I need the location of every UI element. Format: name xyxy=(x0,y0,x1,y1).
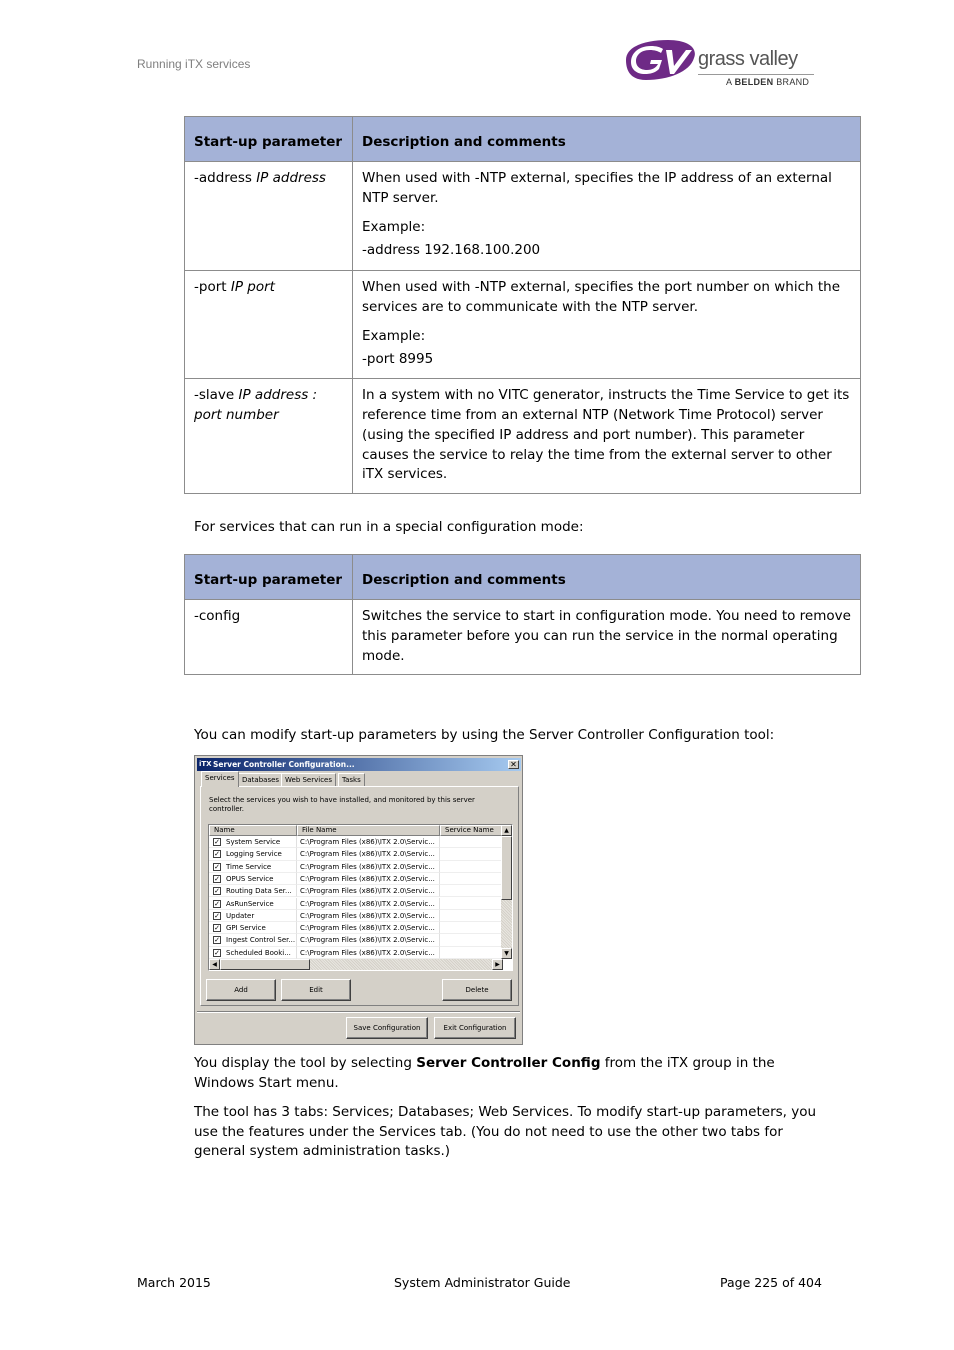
startup-params-table-config xyxy=(184,554,861,675)
service-name-cell xyxy=(209,861,297,873)
save-configuration-button[interactable]: Save Configuration xyxy=(346,1017,428,1039)
service-name-value-cell xyxy=(440,885,502,897)
scroll-up-icon[interactable]: ▲ xyxy=(501,825,512,836)
service-name: Routing Data Ser... xyxy=(226,887,292,896)
service-name-cell xyxy=(209,934,297,946)
file-name-cell: C:\Program Files (x86)\ITX 2.0\Servic... xyxy=(297,848,440,860)
table-row xyxy=(185,379,861,494)
list-item[interactable] xyxy=(209,910,502,922)
checkbox[interactable]: ✓ xyxy=(214,838,220,846)
description-cell: When used with -NTP external, specifies the port number on which the services are to communicate with the NTP server. Example: -port 8995 xyxy=(353,271,861,379)
service-name: Ingest Control Ser... xyxy=(226,936,296,945)
table-header-row xyxy=(185,117,861,162)
list-item[interactable] xyxy=(209,898,502,910)
list-item[interactable] xyxy=(209,934,502,946)
service-name: OPUS Service xyxy=(226,874,274,883)
description-cell: When used with -NTP external, specifies the IP address of an external NTP server. Example: -address 192.168.100.200 xyxy=(353,162,861,271)
grass-valley-logo xyxy=(616,38,816,90)
footer-date: March 2015 xyxy=(137,1275,211,1290)
tab-tasks[interactable]: Tasks xyxy=(338,773,365,786)
list-item[interactable] xyxy=(209,873,502,885)
column-header: Description and comments xyxy=(353,555,861,600)
horizontal-scrollbar[interactable] xyxy=(209,959,503,970)
service-name-value-cell xyxy=(440,898,502,910)
description-cell: In a system with no VITC generator, instructs the Time Service to get its reference time from an external NTP (Network Time Protocol) server (using the specified IP address and port number). This parameter causes the service to relay the time from the external server to other iTX services. xyxy=(353,379,861,494)
service-name: Logging Service xyxy=(226,850,282,859)
service-name-value-cell xyxy=(440,910,502,922)
vertical-scrollbar[interactable] xyxy=(501,825,512,959)
scroll-right-icon[interactable]: ▶ xyxy=(492,959,503,970)
logo-subtitle: A BELDEN BRAND xyxy=(726,77,810,87)
footer-title: System Administrator Guide xyxy=(394,1275,571,1290)
column-header: Description and comments xyxy=(353,117,861,162)
service-name-value-cell xyxy=(440,861,502,873)
app-icon: iTX xyxy=(199,760,212,768)
table-row xyxy=(185,600,861,675)
table-header-row xyxy=(185,555,861,600)
service-name-cell xyxy=(209,922,297,934)
table-row xyxy=(185,271,861,379)
service-name-cell xyxy=(209,885,297,897)
service-name-value-cell xyxy=(440,922,502,934)
service-name: Scheduled Booki... xyxy=(226,948,291,957)
scroll-down-icon[interactable]: ▼ xyxy=(501,948,512,959)
list-item[interactable] xyxy=(209,885,502,897)
service-name-value-cell xyxy=(440,848,502,860)
service-name-cell xyxy=(209,848,297,860)
tab-web-services[interactable]: Web Services xyxy=(281,773,336,786)
file-name-cell: C:\Program Files (x86)\ITX 2.0\Servic... xyxy=(297,910,440,922)
checkbox[interactable]: ✓ xyxy=(214,948,220,957)
tab-databases[interactable]: Databases xyxy=(238,773,283,786)
logo-rule xyxy=(698,74,814,75)
param-cell: -config xyxy=(185,600,353,675)
add-button[interactable]: Add xyxy=(206,979,276,1001)
service-name-value-cell xyxy=(440,836,502,848)
dialog-title-bar xyxy=(197,758,521,771)
exit-configuration-button[interactable]: Exit Configuration xyxy=(434,1017,516,1039)
file-name-cell: C:\Program Files (x86)\ITX 2.0\Servic... xyxy=(297,898,440,910)
list-item[interactable] xyxy=(209,848,502,860)
column-header: Start-up parameter xyxy=(185,117,353,162)
startup-params-table-ntp xyxy=(184,116,861,494)
service-name: GPI Service xyxy=(226,924,266,933)
checkbox[interactable]: ✓ xyxy=(214,899,220,908)
paragraph-modify-params: You can modify start-up parameters by using the Server Controller Configuration tool: xyxy=(194,727,775,743)
checkbox[interactable]: ✓ xyxy=(214,850,220,859)
horizontal-scroll-thumb[interactable] xyxy=(220,959,310,970)
table-row xyxy=(185,162,861,271)
server-controller-config-dialog xyxy=(194,755,523,1045)
delete-button[interactable]: Delete xyxy=(442,979,512,1001)
checkbox[interactable]: ✓ xyxy=(214,924,220,933)
list-item[interactable] xyxy=(209,947,502,959)
description-cell: Switches the service to start in configuration mode. You need to remove this parameter before you can run the service in the normal operating mode. xyxy=(353,600,861,675)
dialog-separator xyxy=(197,1011,520,1013)
column-header-file-name[interactable]: File Name xyxy=(297,825,440,836)
checkbox[interactable]: ✓ xyxy=(214,911,220,920)
service-name-cell xyxy=(209,947,297,959)
logo-brand-text: grass valley xyxy=(698,48,798,70)
grass-valley-gv-logo-icon xyxy=(616,38,698,82)
service-name-value-cell xyxy=(440,934,502,946)
param-cell: -port IP port xyxy=(185,271,353,379)
service-name: System Service xyxy=(226,838,281,846)
paragraph-display-tool: You display the tool by selecting Server Controller Config from the iTX group in the Windows Start menu. xyxy=(194,1055,775,1091)
paragraph-special-mode: For services that can run in a special configuration mode: xyxy=(194,519,584,535)
tab-services[interactable]: Services xyxy=(201,771,239,787)
dialog-title: Server Controller Configuration... xyxy=(213,760,355,769)
service-name-cell xyxy=(209,898,297,910)
menu-item-name: Server Controller Config xyxy=(416,1055,601,1071)
services-tab-panel xyxy=(200,786,519,1006)
list-item[interactable] xyxy=(209,836,502,848)
footer-page-number: Page 225 of 404 xyxy=(720,1275,822,1290)
service-name-cell xyxy=(209,836,297,848)
service-name: Time Service xyxy=(226,862,272,871)
file-name-cell: C:\Program Files (x86)\ITX 2.0\Servic... xyxy=(297,934,440,946)
service-name-value-cell xyxy=(440,947,502,959)
param-cell: -slave IP address : port number xyxy=(185,379,353,494)
running-head: Running iTX services xyxy=(137,57,251,71)
service-name: AsRunService xyxy=(226,899,274,908)
service-name-cell xyxy=(209,873,297,885)
checkbox[interactable]: ✓ xyxy=(214,874,220,883)
paragraph-tabs: The tool has 3 tabs: Services; Databases; Web Services. To modify start-up parameters, you use the features under the Services tab. (You do not need to use the other two tabs for general system administration tasks.) xyxy=(194,1104,817,1160)
list-item[interactable] xyxy=(209,861,502,873)
scroll-left-icon[interactable]: ◀ xyxy=(209,959,220,970)
close-icon[interactable]: ✕ xyxy=(508,760,519,769)
instruction-text: Select the services you wish to have installed, and monitored by this server controller. xyxy=(209,796,475,813)
list-header xyxy=(209,825,502,836)
list-item[interactable] xyxy=(209,922,502,934)
checkbox[interactable]: ✓ xyxy=(214,862,220,871)
column-header: Start-up parameter xyxy=(185,555,353,600)
service-name-cell xyxy=(209,910,297,922)
service-name-value-cell xyxy=(440,873,502,885)
edit-button[interactable]: Edit xyxy=(281,979,351,1001)
column-header-name[interactable]: Name xyxy=(209,825,297,836)
file-name-cell: C:\Program Files (x86)\ITX 2.0\Servic... xyxy=(297,922,440,934)
column-header-service-name[interactable]: Service Name xyxy=(440,825,502,836)
vertical-scroll-thumb[interactable] xyxy=(501,836,512,900)
checkbox[interactable]: ✓ xyxy=(214,887,220,896)
services-list[interactable] xyxy=(208,824,513,971)
checkbox[interactable]: ✓ xyxy=(214,936,220,945)
file-name-cell: C:\Program Files (x86)\ITX 2.0\Servic... xyxy=(297,873,440,885)
param-cell: -address IP address xyxy=(185,162,353,271)
file-name-cell: C:\Program Files (x86)\ITX 2.0\Servic... xyxy=(297,947,440,959)
service-name: Updater xyxy=(226,911,255,920)
file-name-cell: C:\Program Files (x86)\ITX 2.0\Servic... xyxy=(297,885,440,897)
file-name-cell: C:\Program Files (x86)\ITX 2.0\Servic... xyxy=(297,861,440,873)
file-name-cell: C:\Program Files (x86)\ITX 2.0\Servic... xyxy=(297,836,440,848)
